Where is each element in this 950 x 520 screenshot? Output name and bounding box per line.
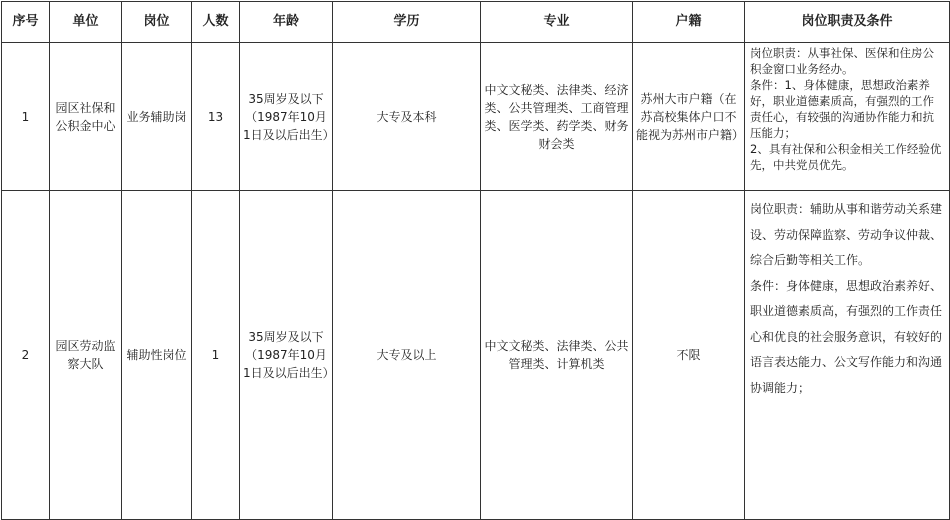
cell-seq: 2 xyxy=(2,191,50,520)
cell-major: 中文文秘类、法律类、公共管理类、计算机类 xyxy=(481,191,633,520)
condition-text: 条件：1、身体健康，思想政治素养好，职业道德素质高，有强烈的工作责任心，有较强的沟通协作能力和抗压能力； xyxy=(750,78,934,140)
header-post: 岗位 xyxy=(122,2,192,43)
cell-post: 业务辅助岗 xyxy=(122,43,192,191)
cell-hukou: 不限 xyxy=(633,191,745,520)
duty-text: 岗位职责：从事社保、医保和住房公积金窗口业务经办。 xyxy=(750,46,934,76)
cell-post: 辅助性岗位 xyxy=(122,191,192,520)
cell-education: 大专及本科 xyxy=(333,43,481,191)
cell-count: 1 xyxy=(192,191,240,520)
header-seq: 序号 xyxy=(2,2,50,43)
header-hukou: 户籍 xyxy=(633,2,745,43)
header-unit: 单位 xyxy=(50,2,122,43)
header-count: 人数 xyxy=(192,2,240,43)
header-education: 学历 xyxy=(333,2,481,43)
cell-education: 大专及以上 xyxy=(333,191,481,520)
table-row xyxy=(2,191,950,520)
header-age: 年龄 xyxy=(240,2,333,43)
header-major: 专业 xyxy=(481,2,633,43)
table-row xyxy=(2,43,950,191)
recruitment-table xyxy=(1,1,950,520)
cell-age: 35周岁及以下（1987年10月1日及以后出生） xyxy=(240,191,333,520)
condition-text: 条件：身体健康，思想政治素养好、职业道德素质高，有强烈的工作责任心和优良的社会服务意识，有较好的语言表达能力、公文写作能力和沟通协调能力； xyxy=(750,278,943,395)
cell-age: 35周岁及以下（1987年10月1日及以后出生） xyxy=(240,43,333,191)
condition-text-2: 2、具有社保和公积金相关工作经验优先，中共党员优先。 xyxy=(750,142,942,172)
duty-text: 岗位职责：辅助从事和谐劳动关系建设、劳动保障监察、劳动争议仲裁、综合后勤等相关工作。 xyxy=(750,202,943,267)
cell-unit: 园区社保和公积金中心 xyxy=(50,43,122,191)
cell-seq: 1 xyxy=(2,43,50,191)
cell-unit: 园区劳动监察大队 xyxy=(50,191,122,520)
cell-major: 中文文秘类、法律类、经济类、公共管理类、工商管理类、医学类、药学类、财务财会类 xyxy=(481,43,633,191)
cell-duty xyxy=(745,43,950,191)
cell-duty xyxy=(745,191,950,520)
cell-count: 13 xyxy=(192,43,240,191)
cell-hukou: 苏州大市户籍（在苏高校集体户口不能视为苏州市户籍） xyxy=(633,43,745,191)
header-duty: 岗位职责及条件 xyxy=(745,2,950,43)
header-row xyxy=(2,2,950,43)
